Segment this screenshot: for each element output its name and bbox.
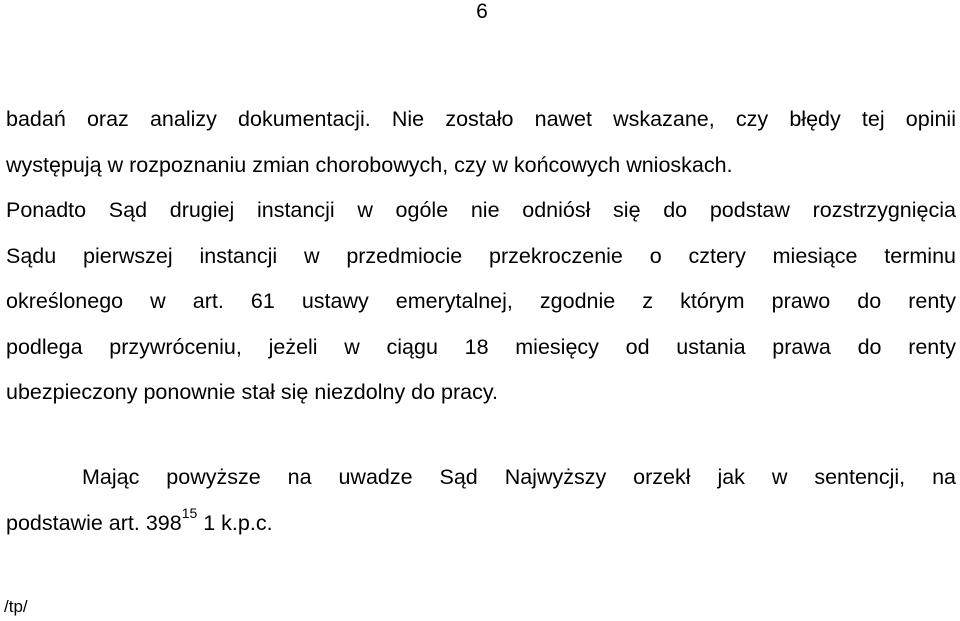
page-number: 6 [476,0,488,23]
text-line [6,501,956,547]
text-line: badań oraz analizy dokumentacji. Nie zostało nawet wskazane, czy błędy tej opinii [6,107,956,131]
text-line: określonego w art. 61 ustawy emerytalnej, zgodnie z którym prawo do renty [6,289,956,313]
footer-initials: /tp/ [4,597,28,616]
text-line-indented [6,455,956,501]
text-line: ubezpieczony ponownie stał się niezdolny do pracy. [6,380,499,404]
conclusion-line-1: Mając powyższe na uwadze Sąd Najwyższy orzekł jak w sentencji, na [82,465,956,489]
text-line: podlega przywróceniu, jeżeli w ciągu 18 miesięcy od ustania prawa do renty [6,334,956,359]
paragraph-conclusion [6,455,956,546]
paragraph-main [6,97,956,416]
legal-basis-section: 1 k.p.c. [197,510,273,535]
legal-basis-text: podstawie art. 398 [6,510,182,535]
text-line: występują w rozpoznaniu zmian chorobowych, czy w końcowych wnioskach. [6,152,733,177]
text-line: Ponadto Sąd drugiej instancji w ogóle nie odniósł się do podstaw rozstrzygnięcia [6,198,956,222]
text-line: Sądu pierwszej instancji w przedmiocie przekroczenie o cztery miesiące terminu [6,243,956,268]
article-superscript: 15 [181,504,198,521]
